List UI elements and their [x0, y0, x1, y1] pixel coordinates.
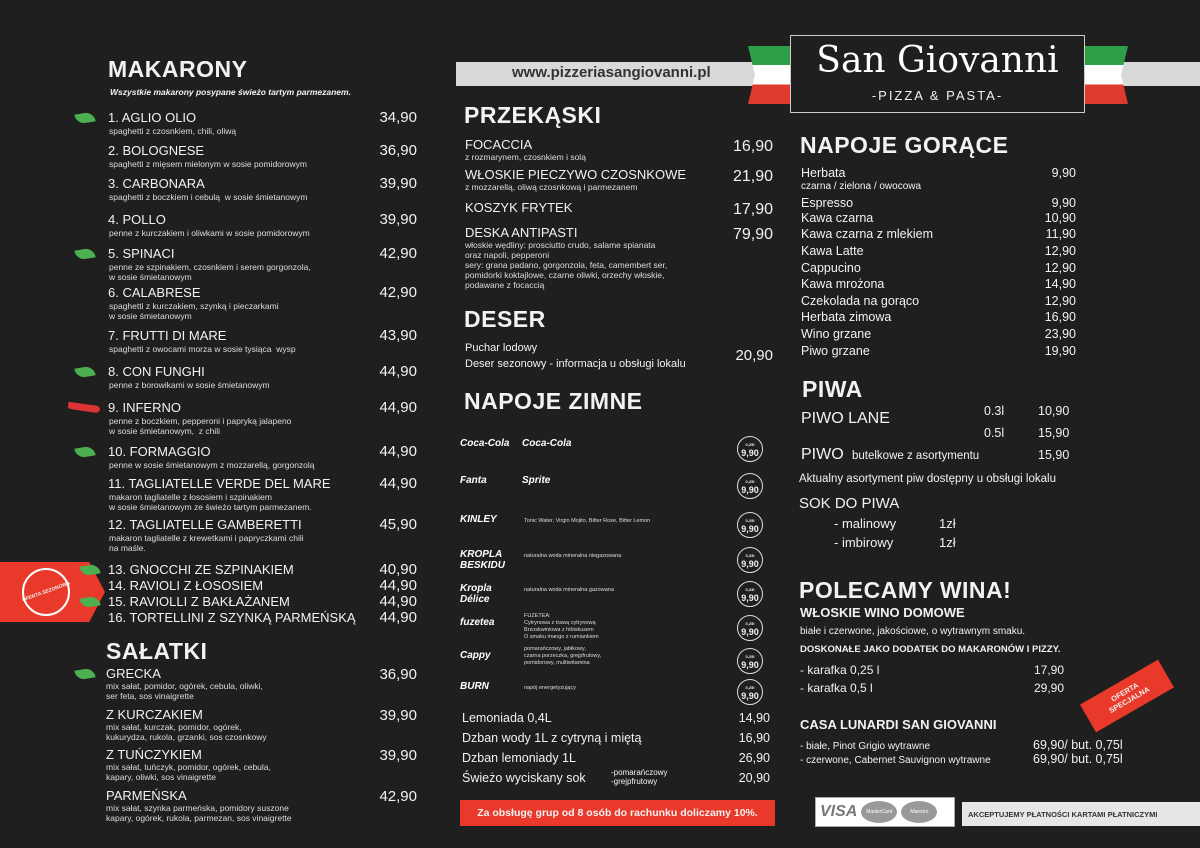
mastercard-icon: MasterCard — [861, 801, 897, 823]
napoje-zimne-title: NAPOJE ZIMNE — [464, 388, 643, 414]
visa-icon: VISA — [820, 803, 858, 820]
carafe-name: - karafka 0,5 l — [800, 681, 873, 695]
drink-volume: 0,33l — [745, 553, 755, 558]
menu-item-name: 15. RAVIOLLI Z BAKŁAŻANEM — [108, 594, 290, 609]
snack-desc: z mozzarellą, oliwą czosnkową i parmezanem — [465, 182, 638, 192]
snack-name: KOSZYK FRYTEK — [465, 200, 573, 215]
seasonal-stamp — [22, 568, 70, 616]
snack-price: 21,90 — [732, 168, 773, 185]
vegetarian-leaf-icon — [74, 365, 95, 378]
drink-desc: FUZETEA: Cytrynowa z trawą cytrynową Brzoskwiniowa z hibiskusem O smaku mango z rumiankiem — [524, 613, 599, 640]
menu-item-price: 40,90 — [379, 561, 417, 578]
hot-drink-price: 12,90 — [1044, 244, 1076, 258]
brand-logo: San Giovanni — [816, 40, 1059, 81]
hot-drink-price: 9,90 — [1051, 166, 1076, 180]
menu-item-name: 12. TAGLIATELLE GAMBERETTI — [108, 517, 302, 532]
menu-item-name: 6. CALABRESE — [108, 285, 201, 300]
menu-item-price: 44,90 — [379, 577, 417, 594]
makarony-note: Wszystkie makarony posypane świeżo tartym parmezanem. — [110, 87, 351, 97]
house-wine-title: WŁOSKIE WINO DOMOWE — [800, 605, 965, 620]
price-badge — [737, 436, 763, 462]
salad-desc: mix sałat, kurczak, pomidor, ogórek, kukurydza, rukola, grzanki, sos czosnkowy — [106, 722, 267, 742]
casa-wine-price: 69,90/ but. 0,75l — [1033, 752, 1123, 766]
snack-desc: włoskie wędliny: prosciutto crudo, salame spianata oraz napoli, pepperoni sery: grana padano, gorgonzola, feta, camembert ser, pomidorki koktajlowe, czarne oliwki, orzechy włoskie, podawane z focaccią — [465, 240, 668, 290]
drink-volume: 0,25l — [745, 479, 755, 484]
cold-drink-price: 14,90 — [738, 711, 770, 725]
hot-drink-price: 11,90 — [1045, 227, 1076, 241]
menu-item-desc: spaghetti z mięsem mielonym w sosie pomidorowym — [109, 159, 307, 169]
snack-name: WŁOSKIE PIECZYWO CZOSNKOWE — [465, 167, 687, 182]
drink-price: 9,90 — [741, 627, 759, 637]
coca-cola-logo: Coca-Cola — [522, 438, 572, 449]
sok-do-piwa-title: SOK DO PIWA — [799, 495, 900, 512]
menu-item-desc: penne z borowikami w sosie śmietanowym — [109, 380, 270, 390]
house-wine-tagline: DOSKONAŁE JAKO DODATEK DO MAKARONÓW I PIZZY. — [800, 644, 1061, 655]
payment-cards — [815, 797, 955, 827]
price-badge — [737, 615, 763, 641]
kinley-logo: KINLEY — [460, 514, 497, 525]
chili-pepper-icon — [68, 402, 101, 413]
price-badge — [737, 581, 763, 607]
price-badge — [737, 648, 763, 674]
beer-size: 0.3l — [984, 404, 1005, 418]
cold-drink-price: 16,90 — [738, 731, 770, 745]
salad-desc: mix sałat, tuńczyk, pomidor, ogórek, cebula, kapary, oliwki, sos vinaigrette — [106, 762, 271, 782]
menu-item-name: 7. FRUTTI DI MARE — [108, 328, 227, 343]
menu-item-desc: penne ze szpinakiem, czosnkiem i serem gorgonzola, w sosie śmietanowym — [109, 262, 311, 282]
menu-item-price: 39,90 — [379, 211, 417, 228]
salad-name: GRECKA — [106, 666, 161, 681]
drink-price: 9,90 — [741, 691, 759, 701]
cold-drink-name: Lemoniada 0,4L — [462, 711, 552, 725]
snack-price: 16,90 — [732, 138, 773, 155]
menu-item-name: 16. TORTELLINI Z SZYNKĄ PARMEŃSKĄ — [108, 610, 356, 625]
price-badge — [737, 473, 763, 499]
menu-item-name: 4. POLLO — [108, 212, 166, 227]
drink-price: 9,90 — [741, 559, 759, 569]
przekaski-title: PRZEKĄSKI — [464, 102, 602, 128]
price-badge — [737, 679, 763, 705]
beer-size: 0.5l — [984, 426, 1005, 440]
hot-drink-price: 16,90 — [1044, 310, 1076, 324]
menu-item-price: 42,90 — [379, 284, 417, 301]
salad-desc: mix sałat, szynka parmeńska, pomidory suszone kapary, ogórek, rukola, parmezan, sos vinaigrette — [106, 803, 292, 823]
burn-logo: BURN — [460, 681, 489, 692]
hot-drink-name: Piwo grzane — [801, 344, 870, 358]
menu-item-desc: penne w sosie śmietanowym z mozzarellą, gorgonzolą — [109, 460, 315, 470]
special-offer-tag — [1080, 660, 1174, 733]
fanta-sprite-logo: Sprite — [522, 475, 551, 486]
fuzetea-logo: fuzetea — [460, 617, 495, 628]
salad-price: 42,90 — [379, 788, 417, 805]
menu-item-price: 44,90 — [379, 475, 417, 492]
menu-item-name: 3. CARBONARA — [108, 176, 205, 191]
piwo-bottled-big: PIWO — [801, 446, 844, 463]
salad-price: 39,90 — [379, 707, 417, 724]
piwa-note: Aktualny asortyment piw dostępny u obsługi lokalu — [799, 473, 1056, 485]
house-wine-desc: białe i czerwone, jakościowe, o wytrawnym smaku. — [800, 626, 1026, 637]
menu-item-desc: spaghetti z kurczakiem, szynką i pieczarkami w sosie śmietanowym — [109, 301, 279, 321]
cold-drink-price: 26,90 — [738, 751, 770, 765]
drink-price: 9,90 — [741, 524, 759, 534]
deser-item: Puchar lodowy — [465, 342, 538, 354]
salad-price: 36,90 — [379, 666, 417, 683]
deser-item: Deser sezonowy - informacja u obsługi lokalu — [465, 358, 686, 370]
carafe-price: 17,90 — [1034, 663, 1065, 677]
hot-drink-name: Kawa czarna z mlekiem — [801, 227, 933, 241]
service-charge-text: Za obsługę grup od 8 osób do rachunku doliczamy 10%. — [477, 807, 758, 819]
deser-price: 20,90 — [735, 347, 773, 364]
hot-drink-price: 23,90 — [1044, 327, 1076, 341]
vegetarian-leaf-icon — [74, 111, 95, 124]
hot-drink-price: 19,90 — [1044, 344, 1076, 358]
snack-price: 79,90 — [732, 226, 773, 243]
menu-item-price: 45,90 — [379, 516, 417, 533]
drink-volume: 0,25l — [745, 654, 755, 659]
snack-name: FOCACCIA — [465, 137, 533, 152]
piwo-bottled-price: 15,90 — [1038, 448, 1070, 462]
menu-item-price: 44,90 — [379, 443, 417, 460]
drink-desc: napój energetyzujący — [524, 685, 576, 691]
menu-item-name: 14. RAVIOLI Z ŁOSOSIEM — [108, 578, 264, 593]
hot-drink-name: Kawa Latte — [801, 244, 864, 258]
menu-item-name: 1. AGLIO OLIO — [108, 110, 197, 125]
casa-wine-price: 69,90/ but. 0,75l — [1033, 738, 1123, 752]
snack-name: DESKA ANTIPASTI — [465, 225, 578, 240]
drink-price: 9,90 — [741, 593, 759, 603]
menu-item-name: 10. FORMAGGIO — [108, 444, 211, 459]
menu-item-desc: makaron tagliatelle z krewetkami i papryczkami chili na maśle. — [109, 533, 304, 553]
casa-wine-name: - białe, Pinot Grigio wytrawne — [800, 741, 931, 752]
hot-drink-name: Kawa czarna — [801, 211, 874, 225]
menu-item-name: 2. BOLOGNESE — [108, 143, 205, 158]
menu-item-name: 9. INFERNO — [108, 400, 181, 415]
drink-desc: pomarańczowy, jabłkowy, czarna porzeczka, grejpfrutowy, pomidorowy, multiwitamina — [524, 646, 602, 666]
piwo-bottled-small: butelkowe z asortymentu — [852, 450, 980, 462]
hot-drink-price: 12,90 — [1044, 261, 1076, 275]
menu-item-price: 44,90 — [379, 593, 417, 610]
piwa-title: PIWA — [802, 376, 863, 402]
carafe-name: - karafka 0,25 l — [800, 663, 880, 677]
casa-title: CASA LUNARDI SAN GIOVANNI — [800, 717, 997, 732]
hot-drink-sub: czarna / zielona / owocowa — [801, 181, 922, 192]
hot-drink-name: Herbata zimowa — [801, 310, 892, 324]
special-offer-text: OFERTA SPECJALNA — [1107, 680, 1152, 716]
beer-juice-name: - imbirowy — [834, 535, 894, 550]
wina-title: POLECAMY WINA! — [799, 577, 1012, 603]
hot-drink-price: 14,90 — [1044, 277, 1076, 291]
menu-item-name: 5. SPINACI — [108, 246, 175, 261]
menu-item-price: 42,90 — [379, 245, 417, 262]
snack-price: 17,90 — [732, 201, 773, 218]
hot-drink-name: Kawa mrożona — [801, 277, 885, 291]
salad-desc: mix sałat, pomidor, ogórek, cebula, oliwki, ser feta, sos vinaigrette — [106, 681, 263, 701]
menu-item-price: 34,90 — [379, 109, 417, 126]
salad-name: Z KURCZAKIEM — [106, 707, 203, 722]
drink-volume: 0,25l — [745, 685, 755, 690]
snack-desc: z rozmarynem, czosnkiem i solą — [465, 152, 586, 162]
salad-name: PARMEŃSKA — [106, 788, 187, 803]
drink-volume: 0,25l — [745, 442, 755, 447]
hot-drink-name: Wino grzane — [801, 327, 872, 341]
menu-item-price: 44,90 — [379, 609, 417, 626]
makarony-title: MAKARONY — [108, 56, 248, 82]
hot-drink-name: Herbata — [801, 166, 846, 180]
hot-drink-price: 10,90 — [1044, 211, 1076, 225]
hot-drink-price: 12,90 — [1044, 294, 1076, 308]
menu-item-desc: penne z kurczakiem i oliwkami w sosie pomidorowym — [109, 228, 310, 238]
vegetarian-leaf-icon — [74, 667, 95, 680]
maestro-icon: Maestro — [901, 801, 937, 823]
price-badge — [737, 547, 763, 573]
beer-price: 15,90 — [1038, 426, 1070, 440]
beer-juice-price: 1zł — [939, 516, 956, 531]
drink-desc: naturalna woda mineralna niegazowana — [524, 553, 622, 559]
salad-name: Z TUŃCZYKIEM — [106, 747, 202, 762]
coca-cola-logo: Coca-Cola — [460, 438, 510, 449]
fanta-sprite-logo: Fanta — [460, 475, 487, 486]
vegetarian-leaf-icon — [74, 445, 95, 458]
casa-wine-name: - czerwone, Cabernet Sauvignon wytrawne — [800, 755, 991, 766]
payment-note: AKCEPTUJEMY PŁATNOŚCI KARTAMI PŁATNICZYMI — [968, 809, 1158, 819]
napoje-gorace-title: NAPOJE GORĄCE — [800, 132, 1009, 158]
cappy-logo: Cappy — [460, 650, 491, 661]
beer-juice-name: - malinowy — [834, 516, 897, 531]
juice-option: -pomarańczowy — [611, 768, 668, 777]
service-charge-banner — [460, 800, 775, 826]
right-banner — [1110, 62, 1200, 86]
salatki-title: SAŁATKI — [106, 638, 208, 664]
drink-price: 9,90 — [741, 660, 759, 670]
payment-note-bar — [962, 802, 1200, 826]
drink-price: 9,90 — [741, 485, 759, 495]
website-link[interactable]: www.pizzeriasangiovanni.pl — [512, 64, 711, 81]
kropla-beskidu-logo: KROPLA BESKIDU — [460, 549, 506, 571]
drink-desc: Tonic Water, Virgin Mojito, Bitter Rose, Bitter Lemon — [524, 518, 651, 524]
salad-price: 39,90 — [379, 747, 417, 764]
hot-drink-name: Czekolada na gorąco — [801, 294, 920, 308]
drink-desc: naturalna woda mineralna gazowana — [524, 587, 614, 593]
menu-item-price: 44,90 — [379, 399, 417, 416]
cold-drink-price: 20,90 — [738, 771, 770, 785]
vegetarian-leaf-icon — [74, 247, 95, 260]
menu-item-name: 11. TAGLIATELLE VERDE DEL MARE — [108, 476, 331, 491]
menu-item-desc: spaghetti z boczkiem i cebulą w sosie śmietanowym — [109, 192, 308, 202]
menu-item-price: 43,90 — [379, 327, 417, 344]
menu-item-price: 44,90 — [379, 363, 417, 380]
drink-volume: 0,33l — [745, 587, 755, 592]
brand-tagline: -PIZZA & PASTA- — [871, 88, 1004, 103]
piwo-lane: PIWO LANE — [801, 410, 890, 427]
beer-juice-price: 1zł — [939, 535, 956, 550]
cold-drink-name: Dzban wody 1L z cytryną i miętą — [462, 731, 642, 745]
drink-volume: 0,25l — [745, 518, 755, 523]
menu-item-desc: spaghetti z owocami morza w sosie tysiąca wysp — [109, 344, 296, 354]
menu-item-desc: penne z boczkiem, pepperoni i papryką jalapeno w sosie śmietanowym, z chili — [109, 416, 292, 436]
menu-item-desc: spaghetti z czosnkiem, chili, oliwą — [109, 126, 237, 136]
hot-drink-price: 9,90 — [1051, 196, 1076, 210]
juice-option: -grejpfrutowy — [611, 777, 658, 786]
menu-item-name: 13. GNOCCHI ZE SZPINAKIEM — [108, 562, 294, 577]
hot-drink-name: Espresso — [801, 196, 854, 210]
drink-price: 9,90 — [741, 448, 759, 458]
kropla-delice-logo: Kropla Délice — [460, 583, 492, 605]
beer-price: 10,90 — [1038, 404, 1070, 418]
drink-volume: 0,25l — [745, 621, 755, 626]
menu-item-name: 8. CON FUNGHI — [108, 364, 205, 379]
hot-drink-name: Cappucino — [801, 261, 861, 275]
price-badge — [737, 512, 763, 538]
carafe-price: 29,90 — [1034, 681, 1065, 695]
menu-item-price: 36,90 — [379, 142, 417, 159]
deser-title: DESER — [464, 306, 546, 332]
cold-drink-name: Dzban lemoniady 1L — [462, 751, 576, 765]
seasonal-stamp-text: OFERTA SEZONOWA — [21, 580, 71, 604]
cold-drink-name: Świeżo wyciskany sok — [462, 771, 586, 785]
menu-item-desc: makaron tagliatelle z łososiem i szpinakiem w sosie śmietanowym ze świeżo tartym parmezanem. — [109, 492, 312, 512]
menu-item-price: 39,90 — [379, 175, 417, 192]
